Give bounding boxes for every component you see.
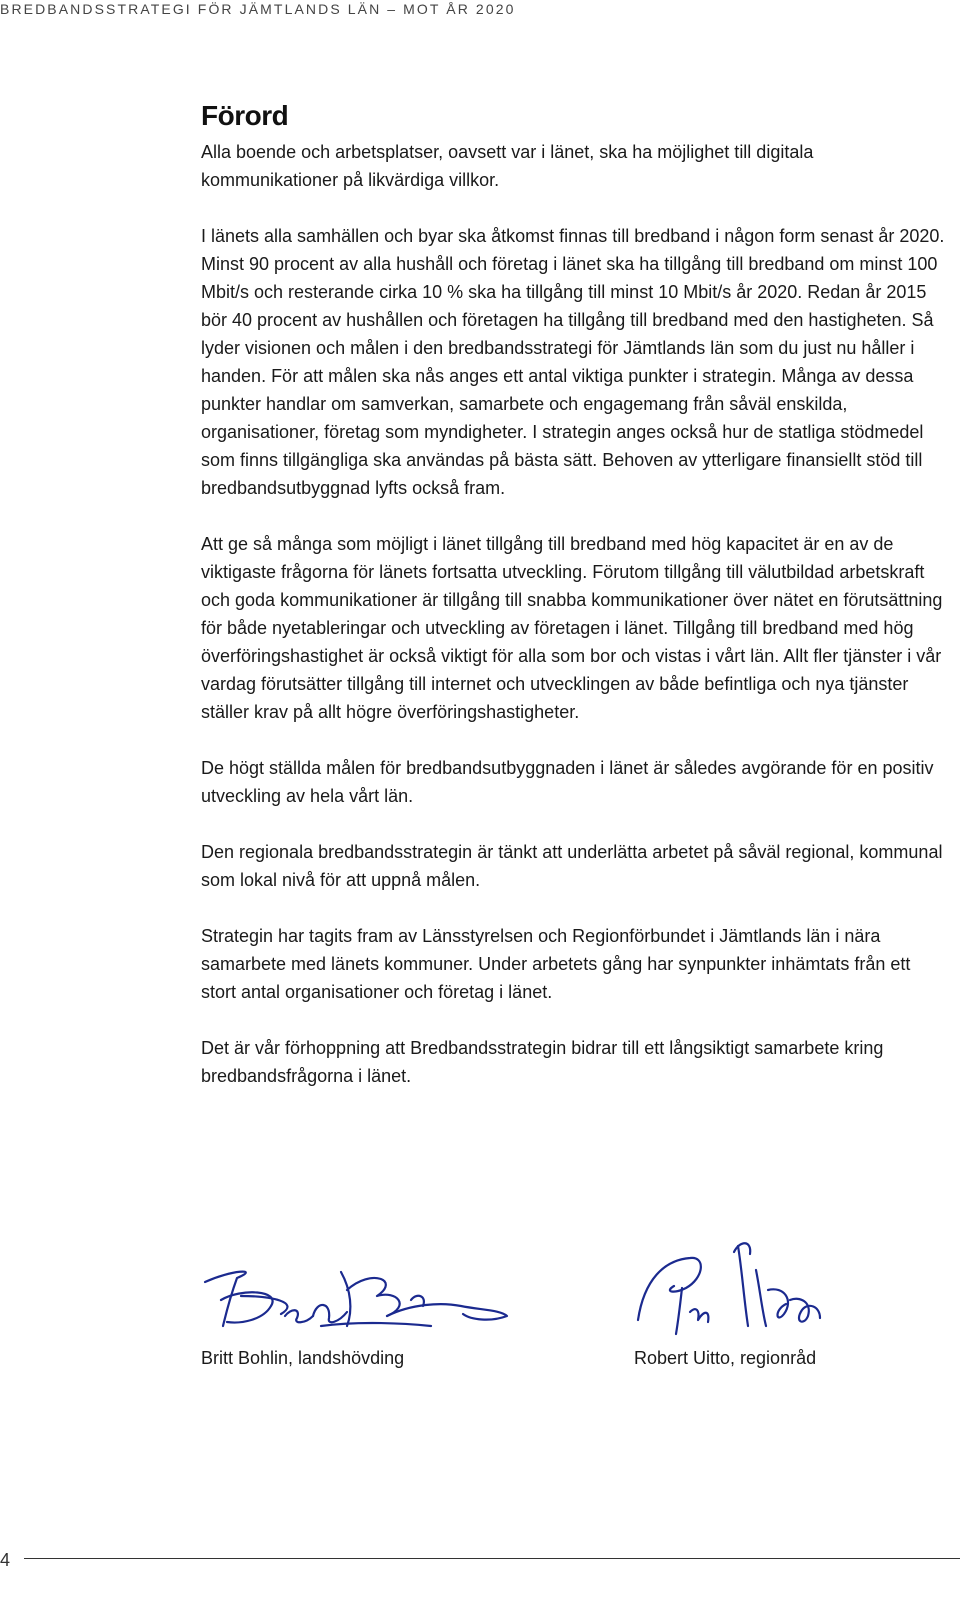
paragraph-5: Den regionala bredbandsstrategin är tänkt att underlätta arbetet på såväl regional, kommunal som lokal nivå för att uppnå målen.	[201, 842, 943, 890]
paragraph-1: Alla boende och arbetsplatser, oavsett var i länet, ska ha möjlighet till digitala kommunikationer på likvärdiga villkor.	[201, 142, 814, 190]
page-title: Förord	[201, 100, 289, 131]
signature-image-left	[201, 1230, 511, 1340]
running-header: BREDBANDSSTRATEGI FÖR JÄMTLANDS LÄN – MOT ÅR 2020	[0, 1, 516, 17]
signature-block-left	[201, 1230, 531, 1370]
signature-image-right	[634, 1230, 834, 1340]
signatory-name-left: Britt Bohlin, landshövding	[201, 1348, 405, 1368]
paragraph-6: Strategin har tagits fram av Länsstyrelsen och Regionförbundet i Jämtlands län i nära samarbete med länets kommuner. Under arbetets gång har synpunkter inhämtats från ett stort antal organisationer och företag i länet.	[201, 926, 911, 1002]
paragraph-7: Det är vår förhoppning att Bredbandsstrategin bidrar till ett långsiktigt samarbete kring bredbandsfrågorna i länet.	[201, 1038, 884, 1086]
page-number: 4	[0, 1550, 11, 1570]
main-content	[201, 98, 946, 1118]
paragraph-4: De högt ställda målen för bredbandsutbyggnaden i länet är således avgörande för en positiv utveckling av hela vårt län.	[201, 758, 934, 806]
paragraph-2: I länets alla samhällen och byar ska åtkomst finnas till bredband i någon form senast år 2020. Minst 90 procent av alla hushåll och företag i länet ska ha tillgång till bredband om minst 100 Mbit/s och resterande cirka 10 % ska ha tillgång till minst 10 Mbit/s år 2020. Redan år 2015 bör 40 procent av hushållen och företagen ha tillgång till bredband med den hastigheten. Så lyder visionen och målen i den bredbandsstrategi för Jämtlands län som du just nu håller i handen. För att målen ska nås anges ett antal viktiga punkter i strategin. Många av dessa punkter handlar om samverkan, samarbete och engagemang från såväl enskilda, organisationer, företag som myndigheter. I strategin anges också hur de statliga stödmedel som finns tillgängliga ska användas på bästa sätt. Behoven av ytterligare finansiellt stöd till bredbandsutbyggnad lyfts också fram.	[201, 226, 945, 498]
signature-block-right	[634, 1230, 960, 1370]
paragraph-3: Att ge så många som möjligt i länet tillgång till bredband med hög kapacitet är en av de viktigaste frågorna för länets fortsatta utveckling. Förutom tillgång till välutbildad arbetskraft och goda kommunikationer är tillgång till snabba kommunikationer över nätet en förutsättning för både nyetableringar och utveckling av företagen i länet. Tillgång till bredband med hög överföringshastighet är också viktigt för alla som bor och vistas i vårt län. Allt fler tjänster i vår vardag förutsätter tillgång till internet och utvecklingen av både befintliga och nya tjänster ställer krav på allt högre överföringshastigheter.	[201, 534, 943, 722]
footer-rule	[24, 1558, 960, 1559]
signatory-name-right: Robert Uitto, regionråd	[634, 1348, 817, 1368]
